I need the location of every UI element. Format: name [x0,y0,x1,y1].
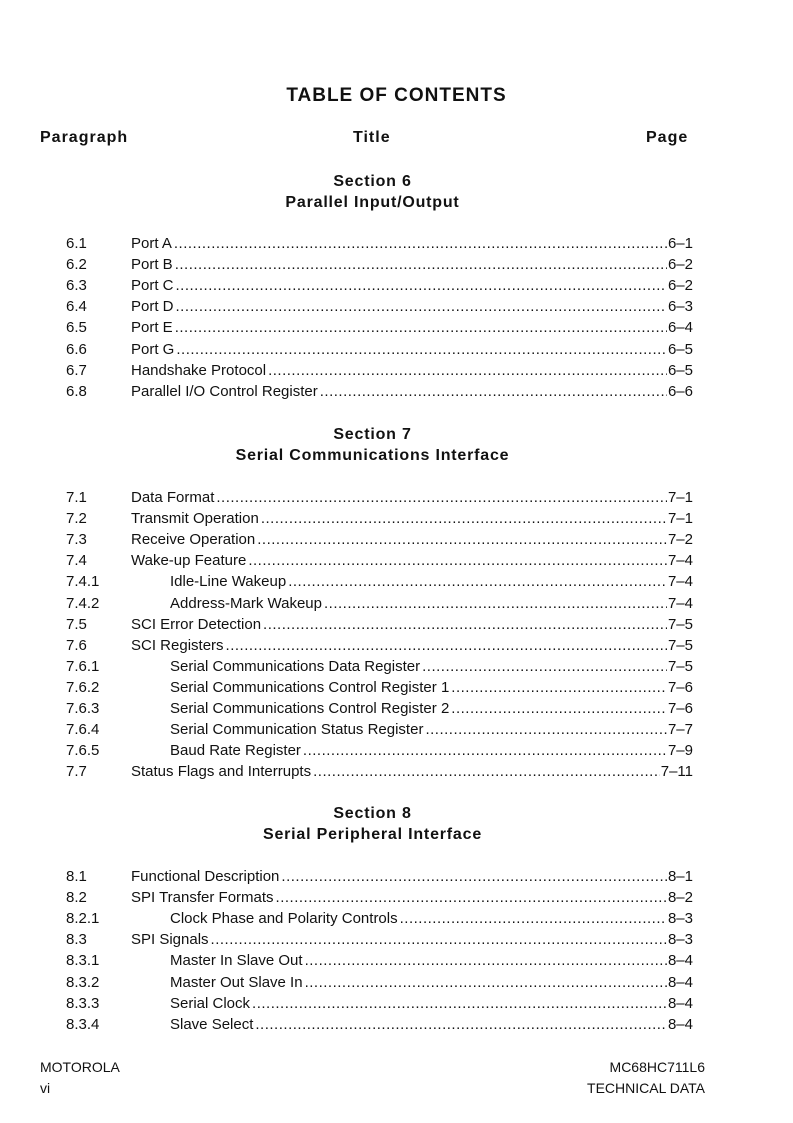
toc-entry-leader-line [131,233,693,254]
dot-leader [288,571,667,592]
toc-entry-page: 7–2 [667,531,693,549]
toc-entry-title: Status Flags and Interrupts [131,763,312,781]
toc-entry[interactable] [0,1014,793,1035]
toc-entry-title: SCI Error Detection [131,615,262,633]
toc-entry-number: 8.3.4 [66,1015,100,1033]
toc-entry-title: Slave Select [170,1015,254,1033]
toc-entry-page: 7–5 [667,615,693,633]
column-header-page: Page [646,129,689,146]
toc-entry-title: Serial Clock [170,994,251,1012]
toc-entry-number: 8.1 [66,868,87,885]
toc-entry[interactable] [0,929,793,950]
toc-entry[interactable] [0,296,793,317]
toc-entry-title: Serial Communication Status Register [170,721,424,739]
toc-entry-number: 8.3 [66,931,87,949]
toc-entry-page: 8–4 [667,994,693,1012]
toc-entry-leader-line [131,275,693,296]
toc-entry-leader-line [131,614,693,635]
dot-leader [248,550,667,571]
toc-entry[interactable] [0,614,793,635]
column-header-title: Title [353,129,391,146]
toc-entry-leader-line [131,529,693,550]
toc-entry-title: Master Out Slave In [170,973,303,991]
toc-entry-title: Port C [131,277,174,295]
toc-entry[interactable] [0,698,793,719]
toc-entry-page: 7–4 [667,573,693,591]
toc-entry[interactable] [0,275,793,296]
toc-entry-title: Master In Slave Out [170,952,303,970]
dot-leader [176,275,667,296]
dot-leader [255,1014,667,1035]
toc-entry-page: 6–5 [667,361,693,379]
toc-entry-number: 6.6 [66,340,87,358]
toc-entry-page: 6–3 [667,298,693,316]
toc-entry-number: 7.7 [66,763,87,781]
toc-entry-title: SCI Registers [131,636,224,654]
toc-entry-leader-line [170,571,693,592]
toc-entry-leader-line [170,593,693,614]
toc-entry-number: 7.4.1 [66,573,100,591]
toc-entry-leader-line [170,950,693,971]
toc-entry-number: 6.7 [66,361,87,379]
dot-leader [451,698,667,719]
section-8-subheading: Serial Peripheral Interface [262,826,483,843]
toc-entry-leader-line [170,698,693,719]
toc-entry-page: 6–4 [667,319,693,337]
toc-entry-page: 7–4 [667,552,693,570]
toc-entry-leader-line [131,487,693,508]
toc-entry-page: 8–4 [667,952,693,970]
toc-entry-page: 8–2 [667,889,693,907]
toc-entry-number: 7.4.2 [66,594,100,612]
toc-entry-number: 7.3 [66,531,87,549]
toc-entry-title: Handshake Protocol [131,361,267,379]
toc-entry-leader-line [170,993,693,1014]
toc-entry[interactable] [0,761,793,782]
toc-entry-number: 8.3.3 [66,994,100,1012]
toc-entry[interactable] [0,529,793,550]
toc-entry-number: 7.6.4 [66,721,100,739]
toc-entry[interactable] [0,993,793,1014]
toc-entry-title: Port E [131,319,173,337]
toc-entry-title: Wake-up Feature [131,552,247,570]
toc-entry-number: 7.5 [66,615,87,633]
page-title: TABLE OF CONTENTS [286,85,507,106]
toc-entry-leader-line [131,317,693,338]
dot-leader [261,508,667,529]
dot-leader [303,740,667,761]
toc-entry-leader-line [170,908,693,929]
toc-entry-page: 6–5 [667,340,693,358]
toc-entry-number: 7.6.5 [66,742,100,760]
toc-entry[interactable] [0,381,793,402]
toc-entry[interactable] [0,593,793,614]
toc-entry[interactable] [0,487,793,508]
toc-entry[interactable] [0,550,793,571]
toc-entry-page: 7–6 [667,678,693,696]
toc-entry-number: 8.3.1 [66,952,100,970]
toc-entry-page: 6–2 [667,256,693,274]
toc-entry-page: 7–1 [667,510,693,528]
dot-leader [257,529,667,550]
dot-leader [263,614,667,635]
section-6-heading: Section 6 [333,173,412,190]
toc-entry-leader-line [131,339,693,360]
dot-leader [268,360,667,381]
toc-entry-number: 8.2.1 [66,910,100,928]
dot-leader [324,593,667,614]
toc-entry-leader-line [131,296,693,317]
dot-leader [305,972,667,993]
toc-entry-page: 7–5 [667,657,693,675]
toc-entry-title: Receive Operation [131,531,256,549]
toc-entry[interactable] [0,908,793,929]
toc-entry-page: 8–4 [667,1015,693,1033]
toc-entry[interactable] [0,656,793,677]
toc-entry-page: 8–4 [667,973,693,991]
toc-entry-page: 7–7 [667,721,693,739]
toc-entry[interactable] [0,233,793,254]
toc-entry-page: 7–4 [667,594,693,612]
toc-entry-title: Baud Rate Register [170,742,301,760]
toc-entry-leader-line [131,508,693,529]
dot-leader [320,381,667,402]
dot-leader [176,339,667,360]
toc-entry-title: Serial Communications Control Register 1 [170,678,450,696]
toc-entry-leader-line [170,656,693,677]
footer-publisher: MOTOROLA [40,1059,120,1075]
toc-entry-page: 7–1 [667,489,693,506]
toc-entry-title: Functional Description [131,868,280,885]
toc-entry-number: 7.1 [66,489,87,506]
toc-entry-title: Data Format [131,489,215,506]
toc-entry-leader-line [131,360,693,381]
toc-entry-leader-line [170,719,693,740]
toc-entry-title: Transmit Operation [131,510,259,528]
section-8-heading: Section 8 [333,805,412,822]
toc-entry-page: 7–6 [667,700,693,717]
toc-entry-leader-line [170,740,693,761]
dot-leader [451,677,667,698]
toc-entry[interactable] [0,887,793,908]
toc-entry-page: 6–1 [667,235,693,252]
footer-page-number: vi [40,1080,51,1096]
footer-document-type: TECHNICAL DATA [587,1080,705,1096]
toc-entry[interactable] [0,740,793,761]
toc-entry-number: 7.2 [66,510,87,528]
toc-entry-page: 7–11 [660,763,693,781]
toc-entry-number: 7.6.2 [66,678,100,696]
dot-leader [313,761,660,782]
dot-leader [305,950,667,971]
toc-entry-page: 8–3 [667,931,693,949]
toc-entry-leader-line [170,972,693,993]
toc-entry-leader-line [131,635,693,656]
toc-entry-page: 6–2 [667,277,693,295]
toc-entry-number: 6.8 [66,382,87,400]
dot-leader [176,296,667,317]
toc-entry-title: Port G [131,340,175,358]
toc-entry-leader-line [131,761,693,782]
toc-entry-leader-line [170,1014,693,1035]
toc-entry[interactable] [0,317,793,338]
toc-entry-number: 8.3.2 [66,973,100,991]
toc-entry-leader-line [131,254,693,275]
toc-entry[interactable] [0,677,793,698]
toc-entry-title: Clock Phase and Polarity Controls [170,910,398,928]
toc-entry-number: 7.6 [66,636,87,654]
section-7-heading: Section 7 [333,426,412,443]
toc-entry-title: Port B [131,256,173,274]
dot-leader [425,719,667,740]
dot-leader [400,908,667,929]
dot-leader [174,233,667,254]
toc-entry-number: 6.4 [66,298,87,316]
toc-entry-title: Serial Communications Control Register 2 [170,700,450,717]
toc-entry[interactable] [0,254,793,275]
toc-entry-leader-line [131,381,693,402]
toc-entry-leader-line [131,929,693,950]
section-7-subheading: Serial Communications Interface [235,447,510,464]
column-header-paragraph: Paragraph [40,129,129,146]
toc-entry-page: 8–3 [667,910,693,928]
toc-entry-title: SPI Transfer Formats [131,889,274,907]
footer-document-id: MC68HC711L6 [609,1059,705,1075]
dot-leader [216,487,667,508]
toc-entry-title: Serial Communications Data Register [170,657,421,675]
toc-entry[interactable] [0,360,793,381]
dot-leader [175,254,667,275]
dot-leader [252,993,667,1014]
toc-entry[interactable] [0,866,793,887]
toc-entry-page: 6–6 [667,382,693,400]
toc-entry[interactable] [0,571,793,592]
toc-entry-title: Port D [131,298,174,316]
toc-entry-number: 6.1 [66,235,87,252]
toc-entry-leader-line [131,887,693,908]
toc-entry[interactable] [0,950,793,971]
toc-entry-number: 6.3 [66,277,87,295]
toc-entry-title: Port A [131,235,172,252]
toc-entry-title: Parallel I/O Control Register [131,382,318,400]
section-6-subheading: Parallel Input/Output [285,194,460,211]
dot-leader [422,656,667,677]
toc-entry-number: 7.6.3 [66,700,100,717]
toc-entry-number: 8.2 [66,889,87,907]
toc-entry-number: 7.4 [66,552,87,570]
dot-leader [226,635,667,656]
toc-entry[interactable] [0,719,793,740]
toc-entry-page: 8–1 [667,868,693,885]
toc-entry[interactable] [0,508,793,529]
toc-entry-title: Idle-Line Wakeup [170,573,287,591]
dot-leader [175,317,667,338]
toc-entry-leader-line [131,550,693,571]
toc-entry-number: 6.2 [66,256,87,274]
toc-entry[interactable] [0,339,793,360]
toc-entry-number: 7.6.1 [66,657,100,675]
toc-entry[interactable] [0,972,793,993]
toc-entry-number: 6.5 [66,319,87,337]
toc-entry-title: Address-Mark Wakeup [170,594,322,612]
dot-leader [281,866,667,887]
toc-entry-page: 7–9 [667,742,693,760]
toc-entry-leader-line [131,866,693,887]
toc-entry-page: 7–5 [667,636,693,654]
dot-leader [276,887,667,908]
dot-leader [211,929,667,950]
toc-entry-title: SPI Signals [131,931,209,949]
toc-entry-leader-line [170,677,693,698]
toc-entry[interactable] [0,635,793,656]
